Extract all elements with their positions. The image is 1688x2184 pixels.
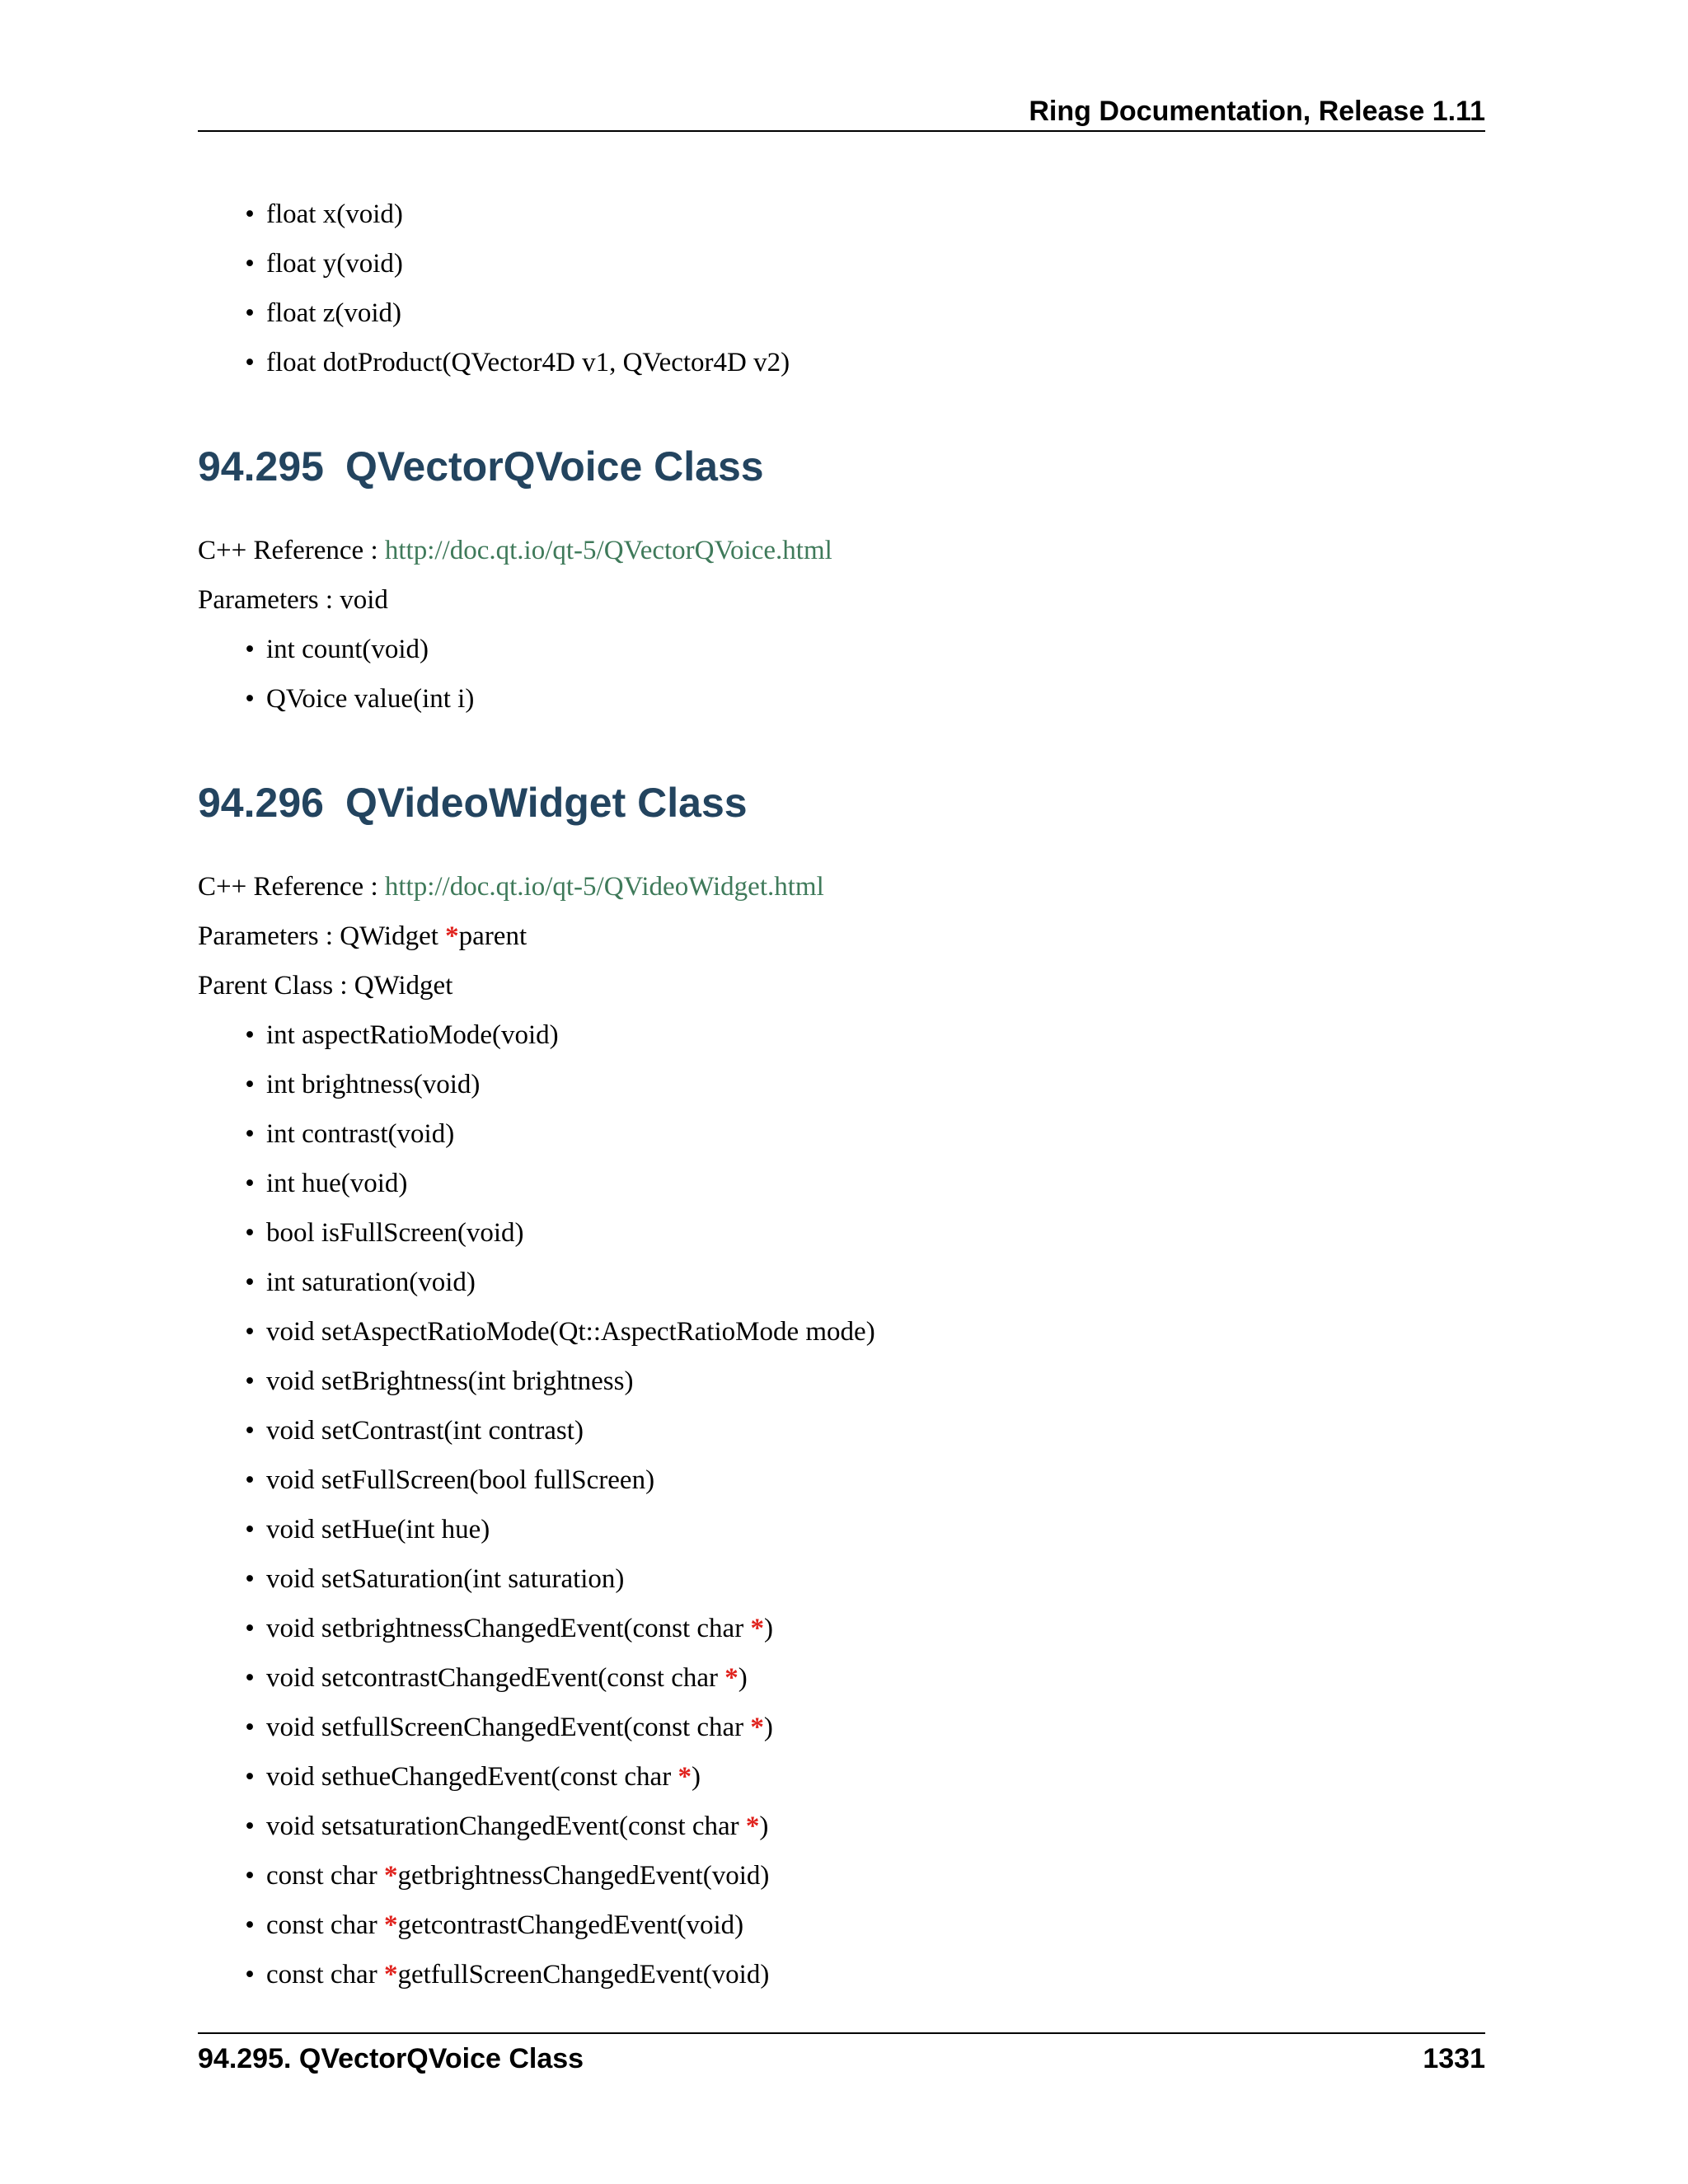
method-signature: int brightness(void) — [266, 1070, 481, 1099]
pointer-star: * — [383, 1960, 398, 1990]
bullet: • — [245, 1861, 255, 1891]
section-title: QVectorQVoice Class — [345, 443, 764, 490]
bullet: • — [245, 635, 255, 664]
method-signature: float z(void) — [266, 298, 402, 328]
bullet: • — [245, 1317, 255, 1347]
list-item — [245, 1760, 701, 1793]
bullet: • — [245, 1910, 255, 1940]
section-title: QVideoWidget Class — [345, 780, 748, 826]
bullet: • — [245, 684, 255, 714]
bullet: • — [245, 1811, 255, 1841]
method-signature: const char — [266, 1910, 384, 1940]
list-item — [245, 247, 403, 280]
page-header — [198, 92, 1485, 132]
list-item — [245, 1315, 875, 1348]
bullet: • — [245, 1119, 255, 1149]
list-item — [245, 1118, 455, 1151]
bullet: • — [245, 298, 255, 328]
method-signature-end: getfullScreenChangedEvent(void) — [397, 1960, 770, 1990]
cpp-reference-line — [198, 870, 824, 903]
method-signature: void setsaturationChangedEvent(const char — [266, 1811, 746, 1841]
pointer-star: * — [750, 1713, 764, 1742]
section-number: 94.296 — [198, 780, 324, 826]
list-item — [245, 1414, 584, 1447]
cpp-reference-line — [198, 534, 832, 567]
method-signature: void sethueChangedEvent(const char — [266, 1762, 678, 1792]
method-signature: void setfullScreenChangedEvent(const char — [266, 1713, 751, 1742]
reference-label: C++ Reference : — [198, 872, 385, 902]
page-footer — [198, 2032, 1485, 2077]
reference-link[interactable]: http://doc.qt.io/qt-5/QVectorQVoice.html — [384, 536, 832, 565]
bullet: • — [245, 1070, 255, 1099]
bullet: • — [245, 1960, 255, 1990]
parameters-line — [198, 920, 527, 953]
list-item — [245, 682, 475, 715]
bullet: • — [245, 1564, 255, 1594]
parameters-line: Parameters : void — [198, 585, 388, 615]
reference-link[interactable]: http://doc.qt.io/qt-5/QVideoWidget.html — [384, 872, 824, 902]
list-item — [245, 633, 429, 666]
method-signature: int saturation(void) — [266, 1268, 476, 1297]
list-item — [245, 1513, 490, 1546]
method-signature: void setFullScreen(bool fullScreen) — [266, 1465, 655, 1495]
pointer-star: * — [383, 1861, 398, 1891]
pointer-star: * — [724, 1663, 738, 1693]
method-signature: void setContrast(int contrast) — [266, 1416, 584, 1446]
method-signature-end: ) — [738, 1663, 748, 1693]
bullet: • — [245, 1268, 255, 1297]
list-item — [245, 297, 402, 330]
method-signature: void setHue(int hue) — [266, 1515, 490, 1544]
method-signature-end: getbrightnessChangedEvent(void) — [397, 1861, 770, 1891]
method-signature: float dotProduct(QVector4D v1, QVector4D v2) — [266, 348, 790, 377]
list-item — [245, 1909, 744, 1942]
method-signature: int count(void) — [266, 635, 429, 664]
list-item — [245, 1958, 770, 1991]
list-item — [245, 198, 403, 231]
list-item — [245, 1563, 625, 1596]
bullet: • — [245, 1713, 255, 1742]
method-signature: int contrast(void) — [266, 1119, 455, 1149]
bullet: • — [245, 1218, 255, 1248]
method-signature: int aspectRatioMode(void) — [266, 1020, 559, 1050]
bullet: • — [245, 199, 255, 229]
method-signature: int hue(void) — [266, 1169, 408, 1198]
bullet: • — [245, 1663, 255, 1693]
list-item — [245, 1464, 655, 1497]
bullet: • — [245, 1169, 255, 1198]
list-item — [245, 1711, 773, 1744]
page-number: 1331 — [1423, 2043, 1485, 2074]
method-signature: bool isFullScreen(void) — [266, 1218, 524, 1248]
parameters-label: Parameters : QWidget — [198, 921, 446, 951]
pointer-star: * — [445, 921, 459, 951]
method-signature: void setAspectRatioMode(Qt::AspectRatioMode mode) — [266, 1317, 875, 1347]
parameters-name: parent — [458, 921, 528, 951]
bullet: • — [245, 1366, 255, 1396]
bullet: • — [245, 348, 255, 377]
pointer-star: * — [745, 1811, 760, 1841]
bullet: • — [245, 1416, 255, 1446]
method-signature: const char — [266, 1960, 384, 1990]
method-signature-end: ) — [691, 1762, 701, 1792]
method-signature-end: getcontrastChangedEvent(void) — [397, 1910, 744, 1940]
pointer-star: * — [383, 1910, 398, 1940]
section-heading-qvectorqvoice — [198, 442, 764, 491]
section-heading-qvideowidget — [198, 778, 748, 827]
list-item — [245, 1266, 476, 1299]
list-item — [245, 1068, 481, 1101]
method-signature-end: ) — [763, 1614, 773, 1643]
list-item — [245, 1810, 769, 1843]
method-signature: QVoice value(int i) — [266, 684, 475, 714]
bullet: • — [245, 1020, 255, 1050]
reference-label: C++ Reference : — [198, 536, 385, 565]
method-signature-end: ) — [763, 1713, 773, 1742]
list-item — [245, 1612, 773, 1645]
method-signature-end: ) — [759, 1811, 769, 1841]
section-number: 94.295 — [198, 443, 324, 490]
bullet: • — [245, 1614, 255, 1643]
list-item — [245, 1365, 634, 1398]
list-item — [245, 1859, 770, 1892]
method-signature: void setSaturation(int saturation) — [266, 1564, 625, 1594]
list-item — [245, 1661, 748, 1694]
parent-class-line: Parent Class : QWidget — [198, 971, 453, 1001]
list-item — [245, 346, 790, 379]
method-signature: void setBrightness(int brightness) — [266, 1366, 634, 1396]
header-title: Ring Documentation, Release 1.11 — [1029, 96, 1485, 127]
list-item — [245, 1167, 408, 1200]
pointer-star: * — [678, 1762, 692, 1792]
list-item — [245, 1216, 524, 1249]
bullet: • — [245, 249, 255, 279]
method-signature: void setbrightnessChangedEvent(const char — [266, 1614, 751, 1643]
bullet: • — [245, 1762, 255, 1792]
method-signature: const char — [266, 1861, 384, 1891]
method-signature: float x(void) — [266, 199, 403, 229]
method-signature: float y(void) — [266, 249, 403, 279]
footer-section-title: 94.295. QVectorQVoice Class — [198, 2043, 584, 2074]
pointer-star: * — [750, 1614, 764, 1643]
method-signature: void setcontrastChangedEvent(const char — [266, 1663, 725, 1693]
bullet: • — [245, 1515, 255, 1544]
bullet: • — [245, 1465, 255, 1495]
list-item — [245, 1019, 559, 1052]
